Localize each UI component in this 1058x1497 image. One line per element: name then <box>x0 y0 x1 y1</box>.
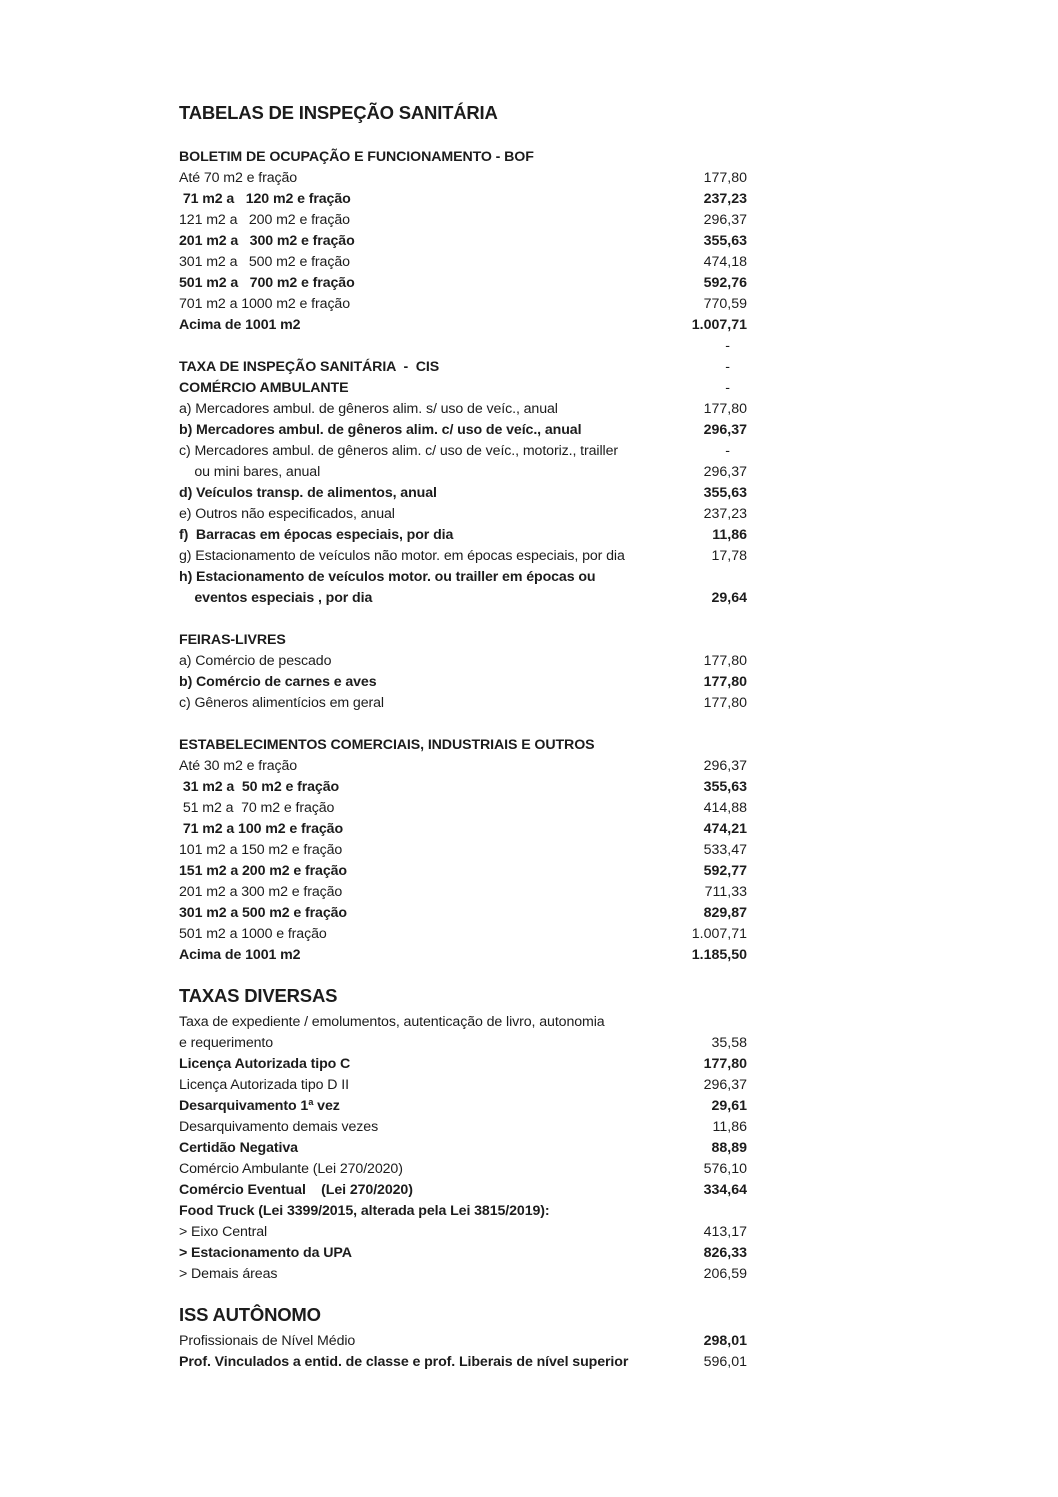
row-label: Comércio Eventual (Lei 270/2020) <box>179 1182 413 1198</box>
row-label: 51 m2 a 70 m2 e fração <box>179 800 335 816</box>
fee-table-document <box>179 101 747 1373</box>
table-row <box>179 273 747 294</box>
row-value: 355,63 <box>703 485 747 501</box>
table-row <box>179 1331 747 1352</box>
row-label: Até 70 m2 e fração <box>179 170 298 186</box>
row-value: 296,37 <box>703 758 747 774</box>
row-label: > Estacionamento da UPA <box>179 1245 352 1261</box>
table-row <box>179 945 747 966</box>
table-row <box>179 588 747 609</box>
table-row <box>179 1012 747 1033</box>
row-label: ou mini bares, anual <box>179 464 321 480</box>
table-row <box>179 420 747 441</box>
row-label: g) Estacionamento de veículos não motor. em épocas especiais, por dia <box>179 548 625 564</box>
row-value: 474,18 <box>703 254 747 270</box>
row-value: - <box>725 338 730 354</box>
row-value: 177,80 <box>703 674 747 690</box>
row-label: c) Gêneros alimentícios em geral <box>179 695 384 711</box>
row-value: 29,61 <box>711 1098 747 1114</box>
section-iss-autonomo <box>179 1300 747 1373</box>
row-value: 1.007,71 <box>691 317 747 333</box>
row-label: 121 m2 a 200 m2 e fração <box>179 212 350 228</box>
row-label: Acima de 1001 m2 <box>179 317 301 333</box>
row-label: a) Mercadores ambul. de gêneros alim. s/ uso de veíc., anual <box>179 401 558 417</box>
row-value: 296,37 <box>703 464 747 480</box>
row-value: 237,23 <box>703 191 747 207</box>
section-header: FEIRAS-LIVRES <box>179 632 286 648</box>
table-row <box>179 1264 747 1285</box>
table-row <box>179 1243 747 1264</box>
table-row <box>179 1075 747 1096</box>
table-row <box>179 861 747 882</box>
row-label: Food Truck (Lei 3399/2015, alterada pela Lei 3815/2019): <box>179 1203 550 1219</box>
row-value: 296,37 <box>703 212 747 228</box>
table-row <box>179 525 747 546</box>
table-row <box>179 189 747 210</box>
table-row <box>179 1180 747 1201</box>
row-label: Certidão Negativa <box>179 1140 298 1156</box>
row-value: 826,33 <box>703 1245 747 1261</box>
table-row <box>179 231 747 252</box>
table-row <box>179 294 747 315</box>
table-row <box>179 1222 747 1243</box>
row-label: 301 m2 a 500 m2 e fração <box>179 254 350 270</box>
row-label: 71 m2 a 120 m2 e fração <box>179 191 351 207</box>
row-value: - <box>725 443 730 459</box>
row-value: 11,86 <box>712 1119 747 1135</box>
row-value: 592,76 <box>703 275 747 291</box>
row-label: b) Mercadores ambul. de gêneros alim. c/ uso de veíc., anual <box>179 422 582 438</box>
row-value: 1.007,71 <box>691 926 747 942</box>
table-row <box>179 1033 747 1054</box>
row-value: 177,80 <box>703 401 747 417</box>
section-header: TAXAS DIVERSAS <box>179 985 338 1006</box>
table-row <box>179 504 747 525</box>
row-label: Desarquivamento demais vezes <box>179 1119 379 1135</box>
table-row <box>179 1096 747 1117</box>
row-value: 29,64 <box>711 590 747 606</box>
table-row <box>179 357 747 378</box>
row-value: 177,80 <box>703 695 747 711</box>
row-value: 596,01 <box>703 1354 747 1370</box>
row-label: Licença Autorizada tipo C <box>179 1056 351 1072</box>
section-estabelecimentos <box>179 735 747 966</box>
row-value: 88,89 <box>711 1140 747 1156</box>
row-label: 31 m2 a 50 m2 e fração <box>179 779 340 795</box>
table-row <box>179 546 747 567</box>
table-row <box>179 315 747 336</box>
row-value: 17,78 <box>711 548 747 564</box>
row-label: eventos especiais , por dia <box>179 590 373 606</box>
row-label: f) Barracas em épocas especiais, por dia <box>179 527 454 543</box>
row-label: b) Comércio de carnes e aves <box>179 674 377 690</box>
table-row <box>179 882 747 903</box>
row-label: Taxa de expediente / emolumentos, autenticação de livro, autonomia <box>179 1014 605 1030</box>
section-feiras-livres <box>179 630 747 714</box>
row-value: 770,59 <box>703 296 747 312</box>
table-row <box>179 924 747 945</box>
table-row <box>179 252 747 273</box>
table-row <box>179 1117 747 1138</box>
table-row <box>179 1352 747 1373</box>
row-label: 201 m2 a 300 m2 e fração <box>179 884 343 900</box>
row-label: c) Mercadores ambul. de gêneros alim. c/ uso de veíc., motoriz., trailler <box>179 443 618 459</box>
row-label: Até 30 m2 e fração <box>179 758 298 774</box>
table-row <box>179 210 747 231</box>
row-value: 355,63 <box>703 233 747 249</box>
table-row <box>179 798 747 819</box>
row-label: Desarquivamento 1ª vez <box>179 1098 340 1114</box>
row-label: 71 m2 a 100 m2 e fração <box>179 821 344 837</box>
row-value: 334,64 <box>703 1182 747 1198</box>
row-label: 501 m2 a 1000 e fração <box>179 926 327 942</box>
row-value: 829,87 <box>703 905 747 921</box>
row-label: Prof. Vinculados a entid. de classe e prof. Liberais de nível superior <box>179 1354 629 1370</box>
row-value: 533,47 <box>703 842 747 858</box>
row-label: e requerimento <box>179 1035 274 1051</box>
row-value: 296,37 <box>703 1077 747 1093</box>
row-value: 298,01 <box>703 1333 747 1349</box>
row-value: 177,80 <box>703 1056 747 1072</box>
table-row <box>179 903 747 924</box>
table-row <box>179 462 747 483</box>
row-label: 701 m2 a 1000 m2 e fração <box>179 296 351 312</box>
row-value: 177,80 <box>703 170 747 186</box>
row-value: 177,80 <box>703 653 747 669</box>
row-value: 355,63 <box>703 779 747 795</box>
row-label: Profissionais de Nível Médio <box>179 1333 356 1349</box>
row-value: 206,59 <box>703 1266 747 1282</box>
row-value: 474,21 <box>703 821 747 837</box>
table-row <box>179 399 747 420</box>
table-row <box>179 1054 747 1075</box>
row-label: > Eixo Central <box>179 1224 268 1240</box>
table-row <box>179 651 747 672</box>
table-row <box>179 1159 747 1180</box>
table-row <box>179 819 747 840</box>
table-row <box>179 378 747 399</box>
row-value: 35,58 <box>711 1035 747 1051</box>
row-label: a) Comércio de pescado <box>179 653 332 669</box>
section-cis-comercio-ambulante <box>179 357 747 609</box>
section-taxas-diversas <box>179 981 747 1285</box>
fee-table-sections <box>179 147 747 1373</box>
row-label: Comércio Ambulante (Lei 270/2020) <box>179 1161 403 1177</box>
row-value: 237,23 <box>703 506 747 522</box>
row-label: 301 m2 a 500 m2 e fração <box>179 905 347 921</box>
section-header: ESTABELECIMENTOS COMERCIAIS, INDUSTRIAIS E OUTROS <box>179 737 595 753</box>
section-header: ISS AUTÔNOMO <box>179 1304 321 1325</box>
table-row <box>179 336 747 357</box>
row-value: - <box>725 359 730 375</box>
row-value: 576,10 <box>703 1161 747 1177</box>
table-row <box>179 483 747 504</box>
section-bof <box>179 147 747 357</box>
row-label: d) Veículos transp. de alimentos, anual <box>179 485 437 501</box>
row-label: TAXA DE INSPEÇÃO SANITÁRIA - CIS <box>179 359 440 375</box>
row-label: h) Estacionamento de veículos motor. ou trailler em épocas ou <box>179 569 596 585</box>
row-label: e) Outros não especificados, anual <box>179 506 395 522</box>
row-value: 592,77 <box>703 863 747 879</box>
table-row <box>179 693 747 714</box>
row-value: 413,17 <box>703 1224 747 1240</box>
table-row <box>179 1138 747 1159</box>
row-label: 151 m2 a 200 m2 e fração <box>179 863 347 879</box>
section-header: BOLETIM DE OCUPAÇÃO E FUNCIONAMENTO - BOF <box>179 149 534 165</box>
document-title: TABELAS DE INSPEÇÃO SANITÁRIA <box>179 102 498 123</box>
table-row <box>179 672 747 693</box>
row-value: 711,33 <box>704 884 747 900</box>
row-label: Acima de 1001 m2 <box>179 947 301 963</box>
table-row <box>179 168 747 189</box>
row-label: 201 m2 a 300 m2 e fração <box>179 233 355 249</box>
table-row <box>179 567 747 588</box>
row-label: Licença Autorizada tipo D II <box>179 1077 349 1093</box>
row-value: - <box>725 380 730 396</box>
row-label: 101 m2 a 150 m2 e fração <box>179 842 343 858</box>
row-label: COMÉRCIO AMBULANTE <box>179 380 349 396</box>
table-row <box>179 777 747 798</box>
row-label: 501 m2 a 700 m2 e fração <box>179 275 355 291</box>
row-label: > Demais áreas <box>179 1266 278 1282</box>
row-value: 11,86 <box>712 527 747 543</box>
row-value: 1.185,50 <box>691 947 747 963</box>
row-value: 296,37 <box>703 422 747 438</box>
row-value: 414,88 <box>703 800 747 816</box>
table-row <box>179 441 747 462</box>
table-row <box>179 1201 747 1222</box>
table-row <box>179 840 747 861</box>
table-row <box>179 756 747 777</box>
